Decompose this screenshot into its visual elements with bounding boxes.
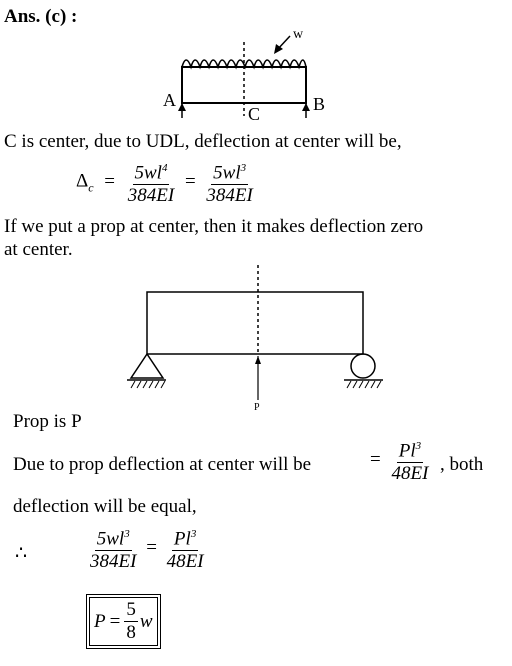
roller-ground-hatch (347, 381, 381, 388)
therefore-symbol: ∴ (15, 543, 28, 564)
prop-statement-line2: at center. (4, 239, 73, 260)
udl-statement: C is center, due to UDL, deflection at center will be, (4, 131, 402, 152)
roller-support-icon (351, 354, 375, 378)
deflection-equation: $\Delta_c$ = $\frac{5wl^4}{384EI}$ = $\frac{5wl^3}{384EI}$ (76, 158, 255, 206)
support-b-label: B (313, 94, 326, 114)
result-fraction: $\frac{5}{8}$ (126, 599, 136, 643)
beam-2 (147, 292, 363, 354)
pin-ground-hatch (131, 381, 165, 388)
result-box: P = $\frac{5}{8}$ w (86, 594, 161, 649)
support-a-label: A (163, 90, 176, 110)
prop-deflection-equation: = $\frac{Pl^3}{48EI}$ (370, 436, 430, 484)
pin-support-icon (131, 354, 163, 378)
delta-symbol: Δ (76, 170, 89, 192)
fraction-2: $\frac{5wl^3}{384EI}$ (204, 158, 254, 206)
load-label: w (293, 27, 304, 42)
delta-subscript: c (88, 180, 94, 195)
equality-equation: $\frac{5wl^3}{384EI}$ = $\frac{Pl^3}{48EI}$ (88, 524, 206, 572)
lhs-fraction: $\frac{5wl^3}{384EI}$ (88, 524, 138, 572)
prop-is-p: Prop is P (13, 411, 82, 432)
rhs-fraction: $\frac{Pl^3}{48EI}$ (165, 524, 206, 572)
prop-fraction: $\frac{Pl^3}{48EI}$ (389, 436, 430, 484)
fraction-1: $\frac{5wl^4}{384EI}$ (126, 158, 176, 206)
center-c-label: C (248, 104, 261, 124)
prop-arrow-icon (255, 356, 261, 364)
prop-label: P (254, 402, 260, 413)
both-text: , both (440, 454, 484, 475)
prop-statement-line1: If we put a prop at center, then it makes deflection zero (4, 216, 424, 237)
result-var: w (139, 610, 153, 632)
result-lhs: P (94, 610, 106, 632)
due-to-prop-text: Due to prop deflection at center will be (13, 454, 312, 475)
answer-heading: Ans. (c) : (4, 6, 78, 27)
equal-statement: deflection will be equal, (13, 496, 197, 517)
